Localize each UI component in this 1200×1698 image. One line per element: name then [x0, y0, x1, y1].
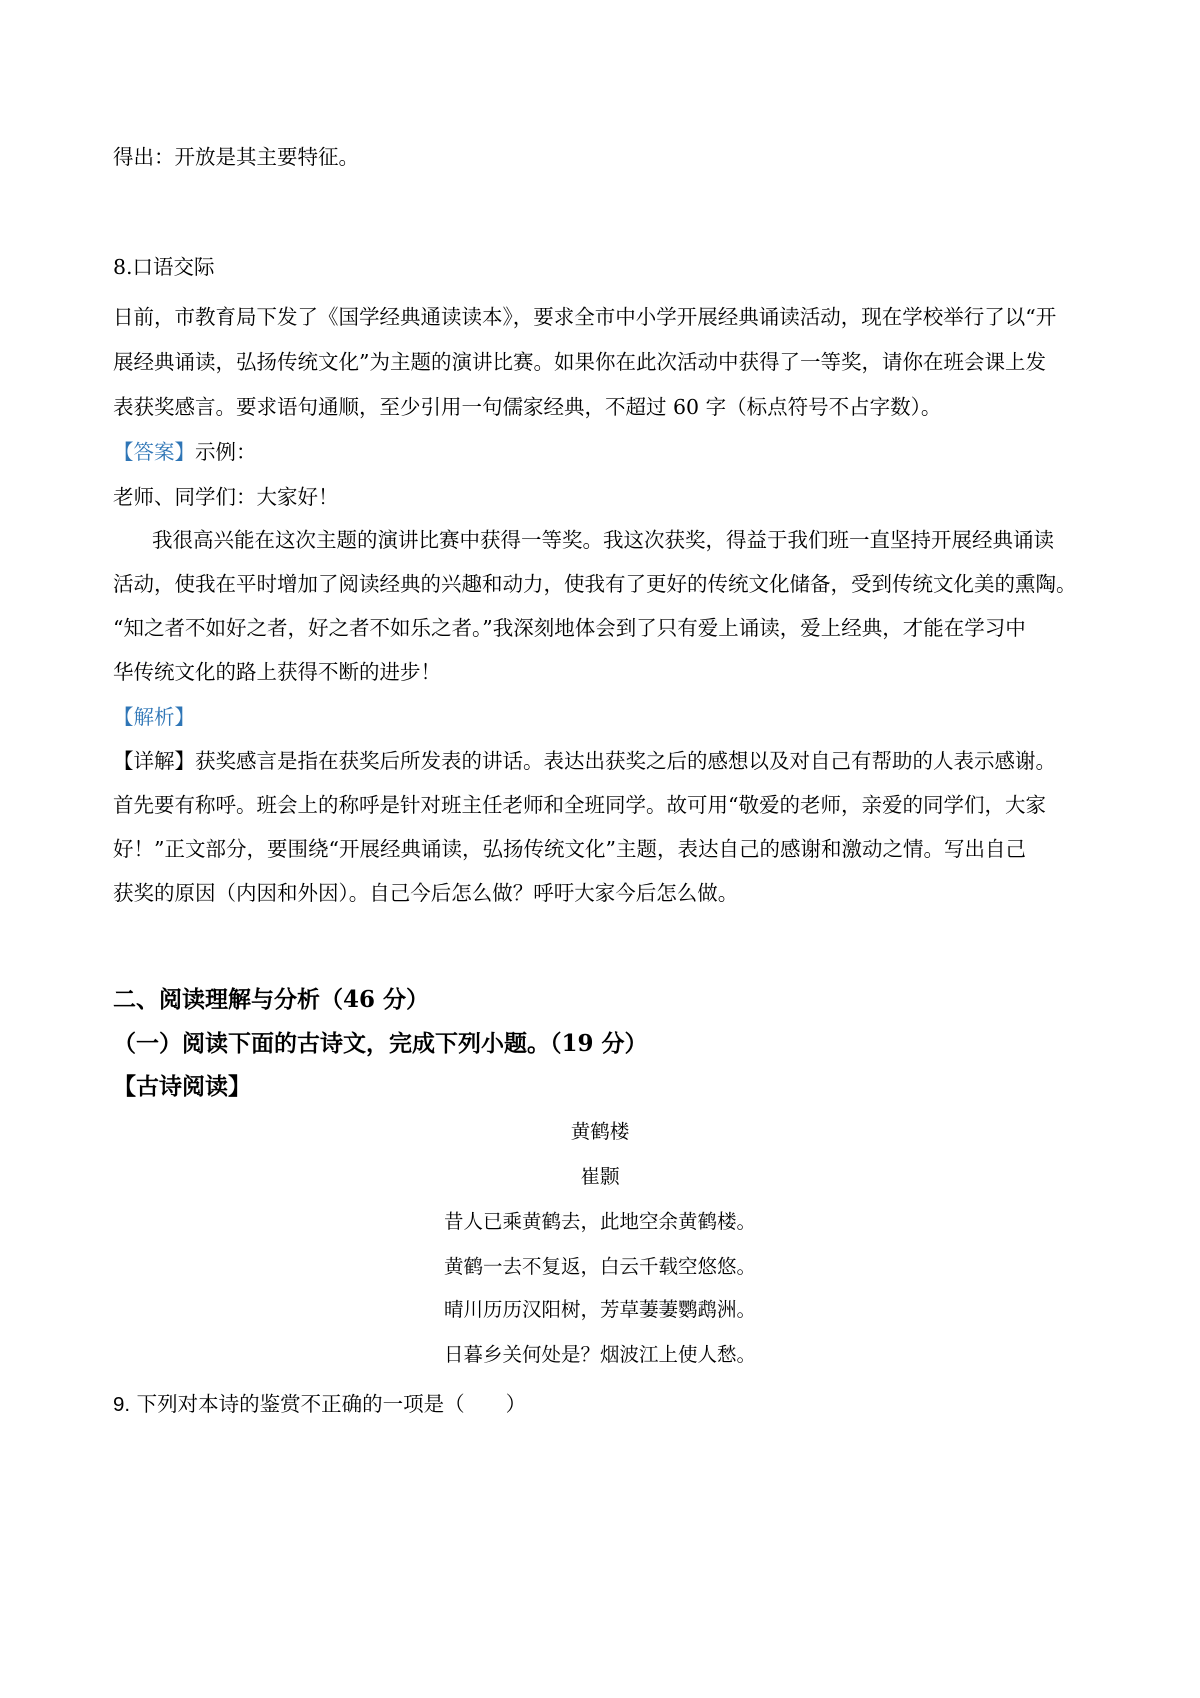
section-2-subheading: （一）阅读下面的古诗文，完成下列小题。（19 分） [113, 1030, 648, 1057]
detail-line: 获奖的原因（内因和外因）。自己今后怎么做？呼吁大家今后怎么做。 [113, 881, 739, 905]
detail-line: 好！”正文部分，要围绕“开展经典诵读，弘扬传统文化”主题，表达自己的感谢和激动之情。写出自己 [113, 837, 1026, 861]
answer-body-line: “知之者不如好之者，好之者不如乐之者。”我深刻地体会到了只有爱上诵读，爱上经典，才能在学习中 [113, 616, 1026, 640]
question-9-text: 下列对本诗的鉴赏不正确的一项是（ ） [136, 1392, 527, 1416]
detail-line: 【详解】获奖感言是指在获奖后所发表的讲话。表达出获奖之后的感想以及对自己有帮助的人表示感谢。 [113, 749, 1056, 773]
analysis-tag: 【解析】 [113, 705, 195, 729]
answer-body-line: 活动，使我在平时增加了阅读经典的兴趣和动力，使我有了更好的传统文化储备，受到传统文化美的熏陶。 [113, 572, 1077, 596]
answer-line [113, 440, 257, 465]
detail-line: 首先要有称呼。班会上的称呼是针对班主任老师和全班同学。故可用“敬爱的老师，亲爱的同学们，大家 [113, 793, 1046, 817]
question-8-prompt-line: 表获奖感言。要求语句通顺，至少引用一句儒家经典，不超过 60 字（标点符号不占字数）。 [113, 395, 942, 419]
answer-body-line: 华传统文化的路上获得不断的进步！ [113, 660, 441, 684]
answer-tag: 【答案】 [113, 440, 195, 464]
poem-title: 黄鹤楼 [570, 1120, 630, 1143]
question-9-number: 9. [113, 1393, 131, 1416]
conclusion-text: 得出：开放是其主要特征。 [113, 145, 359, 169]
answer-greeting: 老师、同学们：大家好！ [113, 485, 339, 509]
poem-line: 晴川历历汉阳树，芳草萋萋鹦鹉洲。 [443, 1298, 756, 1321]
poem-line: 黄鹤一去不复返，白云千载空悠悠。 [443, 1255, 756, 1278]
section-2-heading: 二、阅读理解与分析（46 分） [113, 986, 430, 1013]
question-8-prompt-line: 日前，市教育局下发了《国学经典通读读本》，要求全市中小学开展经典诵读活动，现在学校举行了以“开 [113, 305, 1057, 329]
question-9 [113, 1392, 526, 1418]
answer-body-line: 我很高兴能在这次主题的演讲比赛中获得一等奖。我这次获奖，得益于我们班一直坚持开展经典诵读 [152, 528, 1054, 552]
question-8-title: 8.口语交际 [113, 255, 215, 279]
answer-intro: 示例： [195, 440, 257, 464]
question-8-prompt-line: 展经典诵读，弘扬传统文化”为主题的演讲比赛。如果你在此次活动中获得了一等奖，请你在班会课上发 [113, 350, 1046, 374]
poem-line: 昔人已乘黄鹤去，此地空余黄鹤楼。 [443, 1210, 756, 1233]
poem-author: 崔颢 [580, 1165, 620, 1188]
poem-line: 日暮乡关何处是？烟波江上使人愁。 [443, 1343, 756, 1366]
poetry-reading-label: 【古诗阅读】 [113, 1073, 251, 1100]
